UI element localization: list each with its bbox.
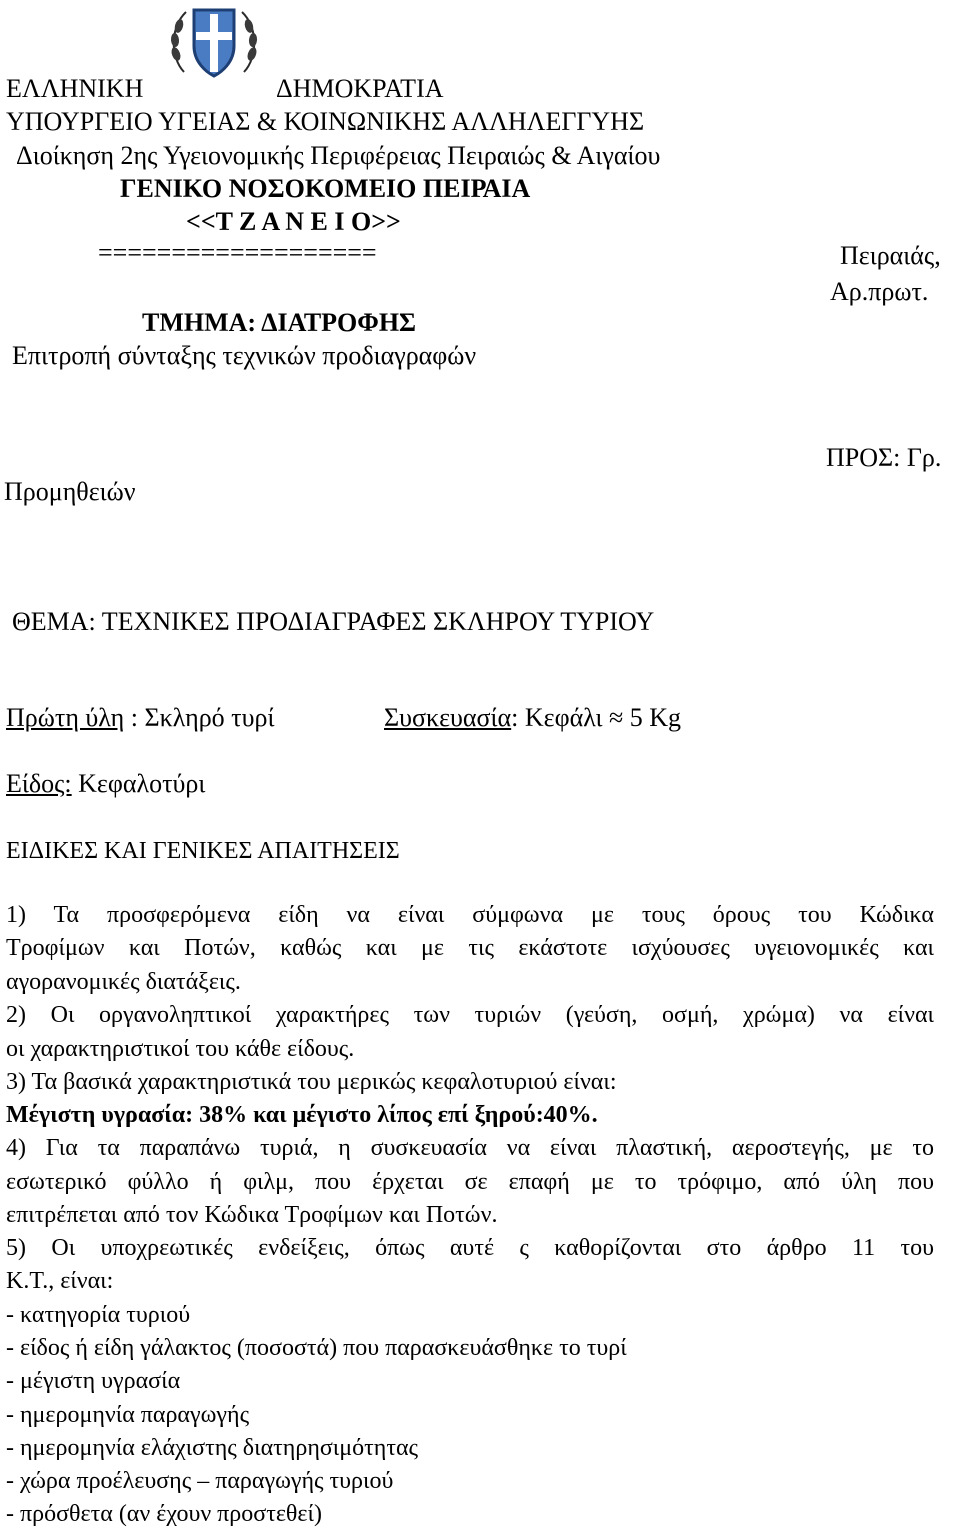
packaging-value: : Κεφάλι ≈ 5 Kg — [511, 703, 682, 732]
raw-material-value: : Σκληρό τυρί — [124, 703, 275, 732]
req-bullet: - ημερομηνία παραγωγής — [6, 1402, 250, 1428]
raw-material-row — [6, 705, 274, 731]
protocol-label: Αρ.πρωτ. — [830, 277, 929, 306]
req-line: 1) Τα προσφερόμενα είδη να είναι σύμφωνα με τους όρους του Κώδικα — [6, 902, 934, 928]
req-bullet: - είδος ή είδη γάλακτος (ποσοστά) που παρασκευάσθηκε το τυρί — [6, 1335, 627, 1361]
subject-line: ΘΕΜΑ: ΤΕΧΝΙΚΕΣ ΠΡΟΔΙΑΓΡΑΦΕΣ ΣΚΛΗΡΟΥ ΤΥΡΙΟΥ — [12, 607, 655, 636]
packaging-row — [384, 705, 681, 731]
req-line: 4) Για τα παραπάνω τυριά, η συσκευασία να είναι πλαστική, αεροστεγής, με το — [6, 1135, 934, 1161]
req-bullet: - ημερομηνία ελάχιστης διατηρησιμότητας — [6, 1435, 419, 1461]
req-line: οι χαρακτηριστικοί του κάθε είδους. — [6, 1036, 355, 1062]
req-line: Κ.Τ., είναι: — [6, 1268, 114, 1294]
hospital-line: ΓΕΝΙΚΟ ΝΟΣΟΚΟΜΕΙΟ ΠΕΙΡΑΙΑ — [120, 174, 531, 203]
country-left: ΕΛΛΗΝΙΚΗ — [6, 74, 144, 103]
req-line-emphasis: Μέγιστη υγρασία: 38% και μέγιστο λίπος επί ξηρού:40%. — [6, 1102, 598, 1128]
hospital-name: <<Τ Ζ Α Ν Ε Ι Ο>> — [186, 207, 401, 236]
req-line: Τροφίμων και Ποτών, καθώς και με τις εκάστοτε ισχύουσες υγειονομικές και — [6, 935, 934, 961]
procurement-label: Προμηθειών — [4, 477, 136, 506]
req-line: 5) Οι υποχρεωτικές ενδείξεις, όπως αυτέ ς καθορίζονται στο άρθρο 11 του — [6, 1235, 934, 1261]
req-line: 2) Οι οργανοληπτικοί χαρακτήρες των τυριών (γεύση, οσμή, χρώμα) να είναι — [6, 1002, 934, 1028]
req-bullet: - πρόσθετα (αν έχουν προστεθεί) — [6, 1501, 322, 1527]
req-bullet: - χώρα προέλευσης – παραγωγής τυριού — [6, 1468, 394, 1494]
country-right: ΔΗΜΟΚΡΑΤΙΑ — [276, 74, 444, 103]
req-line: επιτρέπεται από τον Κώδικα Τροφίμων και Ποτών. — [6, 1202, 498, 1228]
department-line: ΤΜΗΜΑ: ΔΙΑΤΡΟΦΗΣ — [142, 308, 417, 337]
region-line: Διοίκηση 2ης Υγειονομικής Περιφέρειας Πειραιώς & Αιγαίου — [16, 141, 661, 170]
req-line: 3) Τα βασικά χαρακτηριστικά του μερικώς κεφαλοτυριού είναι: — [6, 1069, 617, 1095]
city-label: Πειραιάς, — [840, 241, 941, 270]
greek-coat-of-arms-icon — [166, 2, 262, 82]
requirements-heading: ΕΙΔΙΚΕΣ ΚΑΙ ΓΕΝΙΚΕΣ ΑΠΑΙΤΗΣΕΙΣ — [6, 838, 400, 864]
req-bullet: - μέγιστη υγρασία — [6, 1368, 181, 1394]
committee-line: Επιτροπή σύνταξης τεχνικών προδιαγραφών — [12, 341, 477, 370]
recipient-label: ΠΡΟΣ: Γρ. — [826, 443, 942, 472]
type-value: Κεφαλοτύρι — [71, 769, 206, 798]
packaging-label: Συσκευασία — [384, 703, 512, 732]
type-row — [6, 771, 205, 797]
type-label: Είδος: — [6, 769, 72, 798]
ministry-line: ΥΠΟΥΡΓΕΙΟ ΥΓΕΙΑΣ & ΚΟΙΝΩΝΙΚΗΣ ΑΛΛΗΛΕΓΓΥΗΣ — [6, 107, 645, 136]
req-bullet: - κατηγορία τυριού — [6, 1302, 191, 1328]
req-line: αγορανομικές διατάξεις. — [6, 969, 241, 995]
separator-line: =================== — [98, 238, 377, 267]
raw-material-label: Πρώτη ύλη — [6, 703, 125, 732]
req-line: εσωτερικό φύλλο ή φιλμ, που έρχεται σε επαφή με το τρόφιμο, από ύλη που — [6, 1169, 934, 1195]
